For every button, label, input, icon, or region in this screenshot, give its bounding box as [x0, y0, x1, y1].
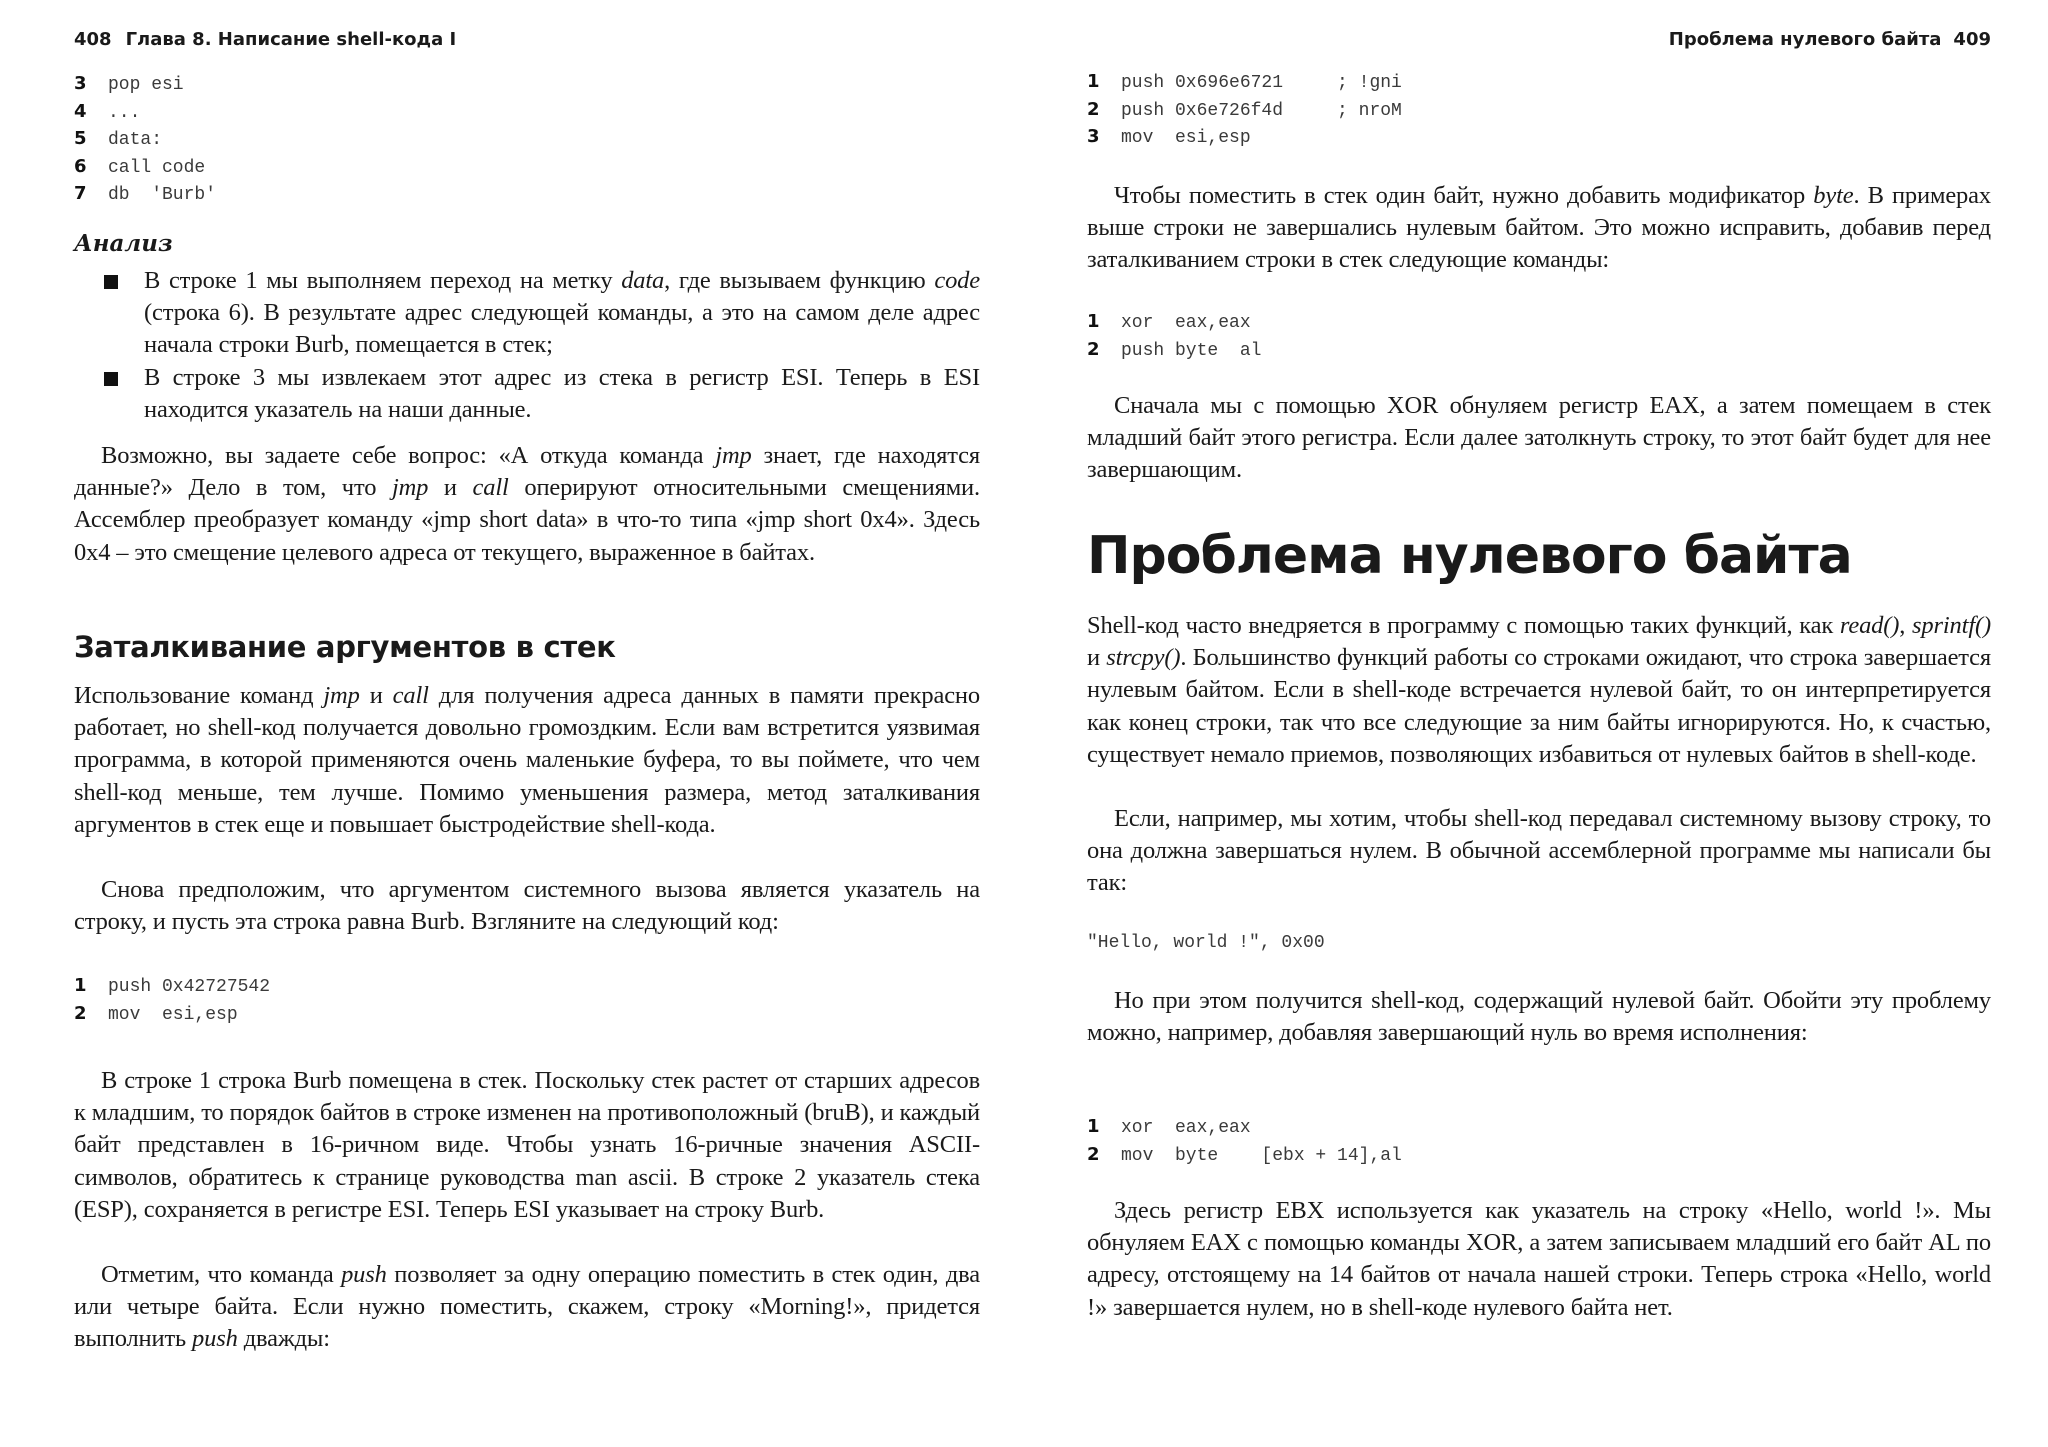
paragraph: Сначала мы с помощью XOR обнуляем регистр EAX, а затем помещаем в стек младший байт этого регистра. Если далее затолкнуть строку, то этот байт будет для нее завершающим.	[1087, 392, 1991, 484]
italic-term: call	[392, 682, 429, 709]
code-block-null-terminate	[1087, 1114, 1991, 1169]
code-text: push byte al	[1121, 340, 1262, 361]
paragraph: Отметим, что команда push позволяет за одну операцию поместить в стек один, два или четыре байта. Если нужно поместить, скажем, строку «Morning!», придется выполнить push дважды:	[74, 1261, 980, 1353]
paragraph: Здесь регистр EBX используется как указатель на строку «Hello, world !». Мы обнуляем EAX с помощью команды XOR, а затем записываем младший его байт AL по адресу, отстоящему на 14 байтов от начала нашей строки. Теперь строка «Hello, world !» завершается нулем, но в shell-коде нулевого байта нет.	[1087, 1197, 1991, 1321]
bullet-item	[74, 265, 980, 362]
code-line	[74, 181, 980, 209]
paragraph: Чтобы поместить в стек один байт, нужно добавить модификатор byte. В примерах выше строки не завершались нулевым байтом. Это можно исправить, добавив перед заталкиванием строки в стек следующие команды:	[1087, 182, 1991, 274]
code-line	[74, 71, 980, 99]
running-title-left: Глава 8. Написание shell-кода I	[125, 29, 457, 50]
code-line	[74, 973, 980, 1001]
paragraph: Возможно, вы задаете себе вопрос: «А откуда команда jmp знает, где находятся данные?» Дело в том, что jmp и call оперируют относительными смещениями. Ассемблер преобразует команду «jmp short data» в что-то типа «jmp short 0x4». Здесь 0x4 – это смещение целевого адреса от текущего, выраженное в байтах.	[74, 442, 980, 566]
code-text: pop esi	[108, 75, 184, 95]
code-line	[74, 126, 980, 154]
italic-term: jmp	[391, 474, 429, 502]
paragraph: Если, например, мы хотим, чтобы shell-код передавал системному вызову строку, то она должна завершаться нулем. В обычной ассемблерной программе мы написали бы так:	[1087, 805, 1991, 897]
line-number: 6	[74, 155, 87, 177]
line-number: 4	[74, 100, 87, 122]
code-text: push 0x42727542	[108, 977, 271, 997]
code-text: call code	[108, 157, 206, 178]
italic-term: sprintf()	[1912, 612, 1991, 639]
code-text: "Hello, world !", 0x00	[1087, 933, 1325, 953]
code-text: db 'Burb'	[108, 185, 217, 205]
right-running-head	[1087, 29, 1991, 55]
paragraph: Но при этом получится shell-код, содержащий нулевой байт. Обойти эту проблему можно, например, добавляя завершающий нуль во время исполнения:	[1087, 987, 1991, 1047]
italic-term: jmp	[715, 442, 752, 469]
bullet-square-icon	[104, 372, 118, 386]
paragraph: Использование команд jmp и call для получения адреса данных в памяти прекрасно работает, но shell-код получается довольно громоздким. Если вам встретится уязвимая программа, в которой применяются очень маленькие буфера, то вы поймете, что чем shell-код меньше, тем лучше. Помимо уменьшения размера, метод заталкивания аргументов в стек еще и повышает быстродействие shell-кода.	[74, 682, 980, 838]
line-number: 3	[74, 73, 87, 94]
left-page	[74, 0, 980, 1447]
italic-term: push	[341, 1261, 387, 1288]
page-number-left: 408	[74, 29, 112, 50]
code-line	[74, 154, 980, 182]
code-line	[1087, 69, 1991, 97]
line-number: 5	[74, 128, 87, 149]
italic-term: strcpy()	[1106, 644, 1181, 672]
code-text: xor eax,eax	[1121, 1118, 1251, 1138]
left-running-head	[74, 29, 980, 55]
bullet-text: В строке 3 мы извлекаем этот адрес из стека в регистр ESI. Теперь в ESI находится указатель на наши данные.	[144, 363, 980, 423]
line-number: 2	[1087, 98, 1100, 120]
italic-term: read()	[1839, 612, 1900, 639]
chapter-heading: Проблема нулевого байта	[1087, 526, 1852, 586]
right-page	[1087, 0, 1991, 1447]
code-block-push-burb	[74, 973, 980, 1028]
code-text: ...	[108, 102, 141, 123]
bullet-square-icon	[104, 275, 118, 289]
code-block-xor-push	[1087, 309, 1991, 364]
italic-term: jmp	[323, 682, 360, 709]
code-line	[1087, 124, 1991, 152]
line-number: 2	[74, 1002, 87, 1024]
code-line	[74, 99, 980, 127]
running-title-right: Проблема нулевого байта	[1668, 29, 1942, 50]
line-number: 1	[74, 975, 87, 996]
code-line	[1087, 337, 1991, 365]
code-block-data-label	[74, 71, 980, 209]
code-line	[74, 1001, 980, 1029]
italic-term: call	[472, 474, 509, 502]
code-text: mov byte [ebx + 14],al	[1121, 1145, 1402, 1166]
code-text: mov esi,esp	[1121, 128, 1251, 148]
page-number-right: 409	[1953, 29, 1991, 50]
code-text: push 0x696e6721 ; !gni	[1121, 73, 1402, 93]
code-line	[1087, 309, 1991, 337]
line-number: 3	[1087, 126, 1100, 147]
line-number: 2	[1087, 338, 1100, 360]
paragraph: Снова предположим, что аргументом системного вызова является указатель на строку, и пусть эта строка равна Burb. Взгляните на следующий код:	[74, 876, 980, 936]
line-number: 1	[1087, 1116, 1100, 1137]
line-number: 1	[1087, 311, 1100, 332]
code-line	[1087, 1114, 1991, 1142]
italic-term: data	[621, 267, 665, 294]
bullet-text: В строке 1 мы выполняем переход на метку data, где вызываем функцию code (строка 6). В результате адрес следующей команды, а это на самом деле адрес начала строки Burb, помещается в стек;	[144, 267, 980, 359]
code-text: xor eax,eax	[1121, 313, 1251, 333]
italic-term: byte	[1813, 182, 1854, 209]
code-line-hello-world	[1087, 930, 1991, 957]
analysis-heading: Анализ	[74, 230, 173, 257]
line-number: 2	[1087, 1143, 1100, 1165]
analysis-bullet-list	[74, 265, 980, 426]
paragraph: Shell-код часто внедряется в программу с помощью таких функций, как read(), sprintf() и strcpy(). Большинство функций работы со строками ожидают, что строка завершается нулевым байтом. Если в shell-коде встречается нулевой байт, то он интерпретируется как конец строки, так что все следующие за ним байты игнорируются. Но, к счастью, существует немало приемов, позволяющих избавиться от нулевых байтов в shell-коде.	[1087, 612, 1991, 768]
italic-term: push	[192, 1325, 238, 1353]
italic-term: code	[934, 267, 980, 294]
code-block-morning	[1087, 69, 1991, 152]
section-heading: Заталкивание аргументов в стек	[74, 630, 616, 664]
code-text: push 0x6e726f4d ; nroM	[1121, 100, 1402, 121]
code-line	[1087, 97, 1991, 125]
paragraph: В строке 1 строка Burb помещена в стек. Поскольку стек растет от старших адресов к младшим, то порядок байтов в строке изменен на противоположный (bruB), и каждый байт представлен в 16-ричном виде. Чтобы узнать 16-ричные значения ASCII-символов, обратитесь к странице руководства man ascii. В строке 2 указатель стека (ESP), сохраняется в регистре ESI. Теперь ESI указывает на строку Burb.	[74, 1067, 980, 1223]
line-number: 1	[1087, 71, 1100, 92]
code-text: data:	[108, 130, 163, 150]
code-line	[1087, 1142, 1991, 1170]
code-text: mov esi,esp	[108, 1004, 238, 1025]
bullet-item	[74, 362, 980, 426]
line-number: 7	[74, 183, 87, 204]
